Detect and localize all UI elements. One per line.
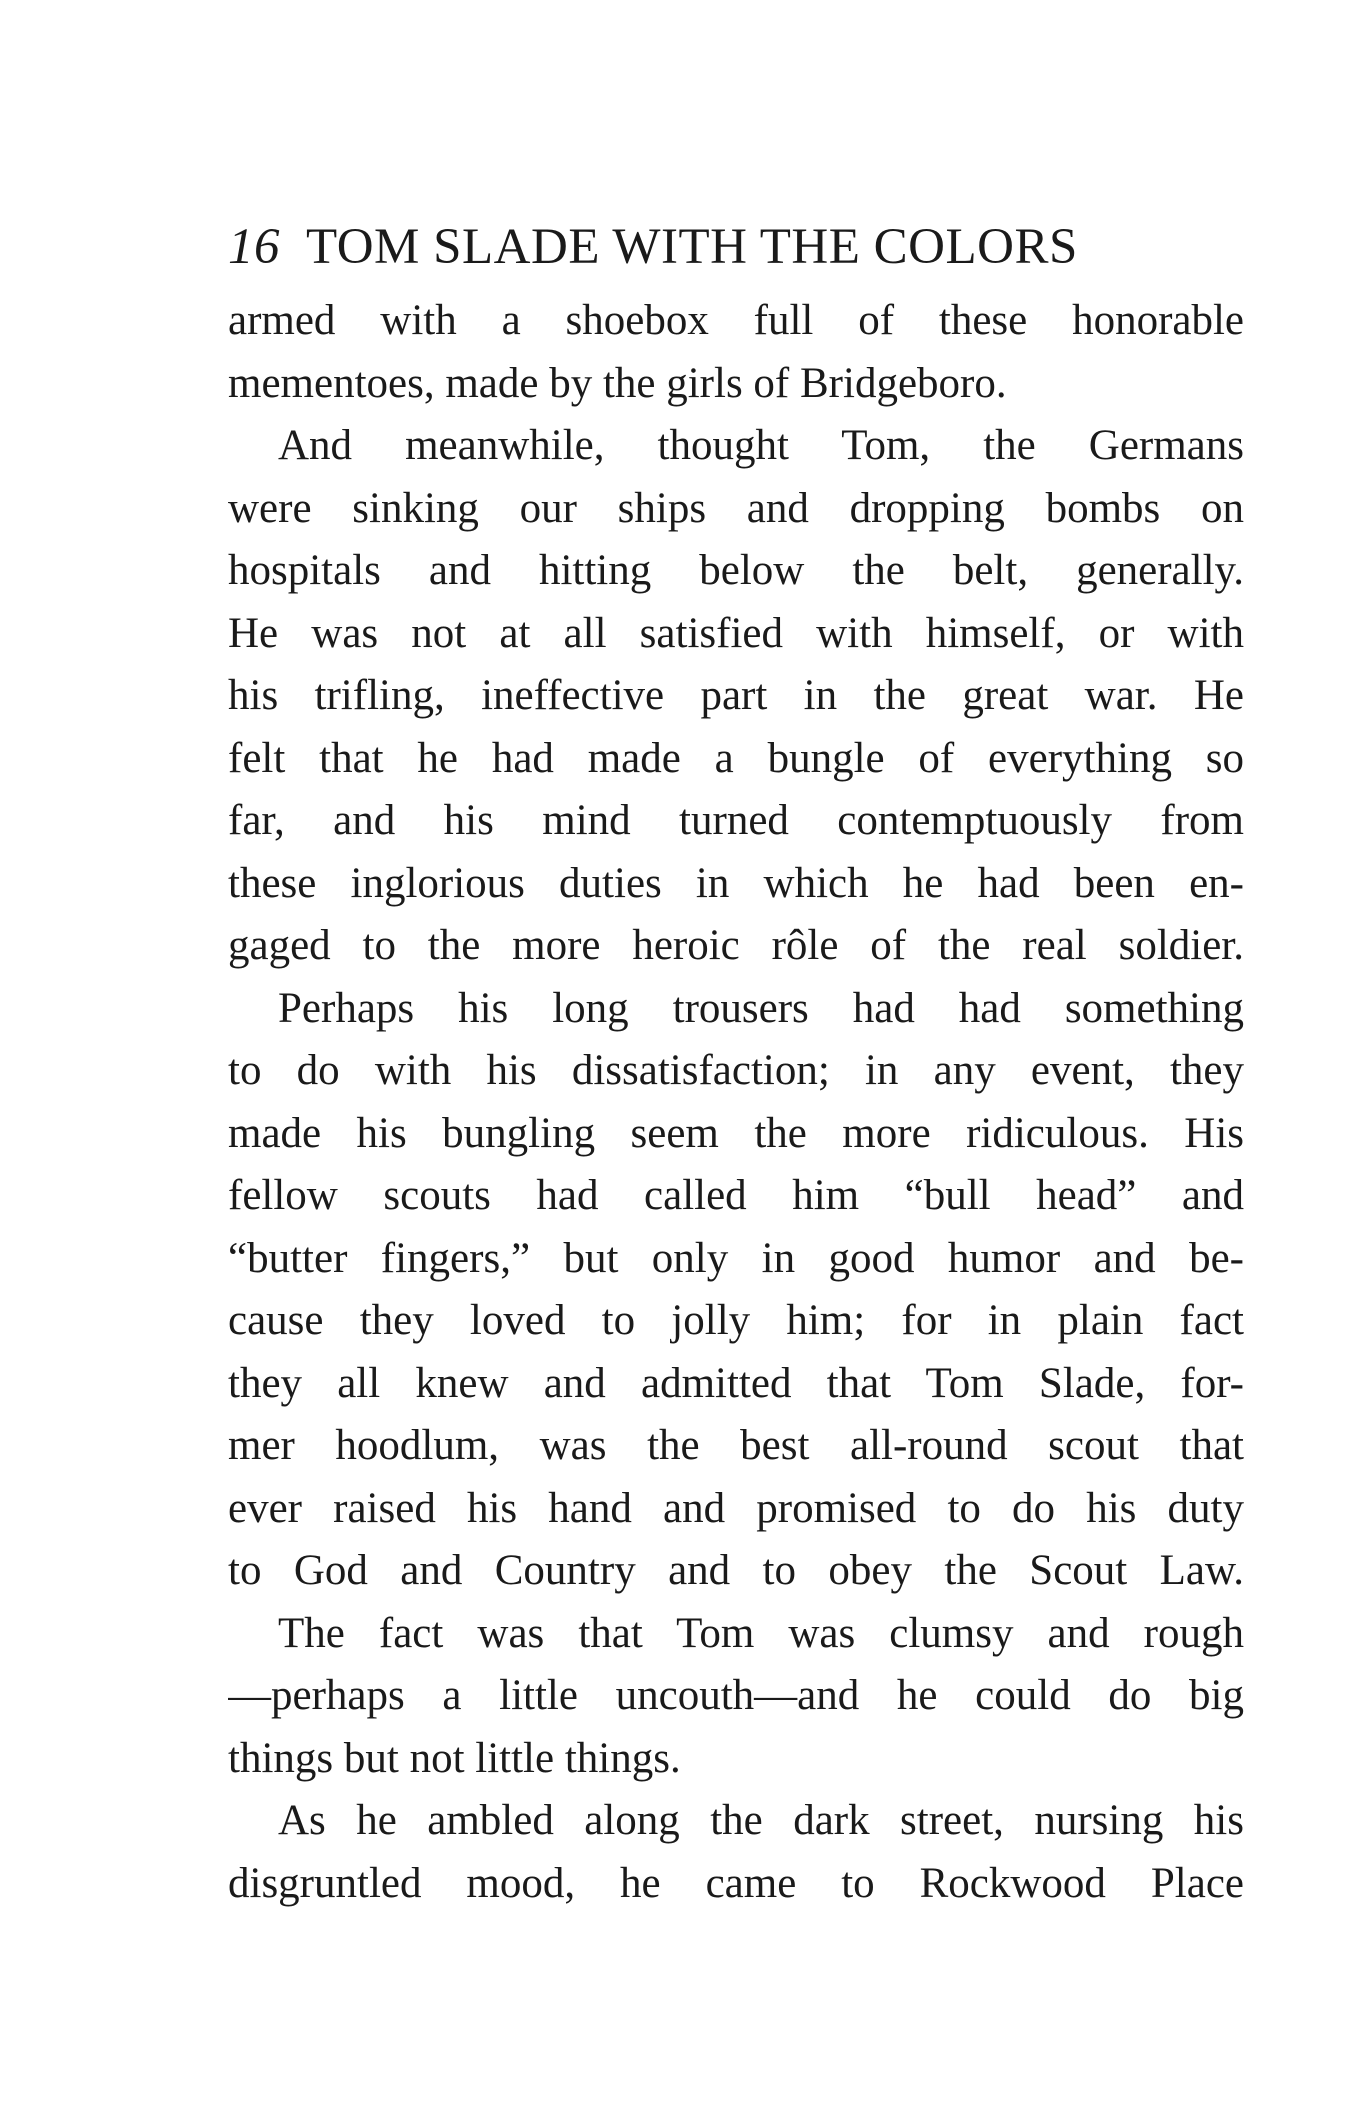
text-line: things but not little things. [228,1734,681,1782]
text-line: to God and Country and to obey the Scout Law. [228,1547,1244,1594]
text-line: mer hoodlum, was the best all-round scout that [228,1422,1244,1469]
text-line: As he ambled along the dark street, nursing his [278,1797,1244,1844]
text-line: Perhaps his long trousers had had something [278,984,1244,1032]
text-line: disgruntled mood, he came to Rockwood Place [228,1859,1244,1907]
text-line: felt that he had made a bungle of everything so [228,734,1244,782]
text-line: they all knew and admitted that Tom Slade, for- [228,1359,1244,1407]
text-line: The fact was that Tom was clumsy and rough [278,1609,1244,1657]
text-line: hospitals and hitting below the belt, generally. [228,547,1244,594]
running-title: TOM SLADE WITH THE COLORS [306,219,1078,275]
text-line: to do with his dissatisfaction; in any event, they [228,1047,1244,1094]
text-line: gaged to the more heroic rôle of the real soldier. [228,922,1244,969]
text-line: ever raised his hand and promised to do his duty [228,1484,1244,1532]
page-number: 16 [228,219,280,275]
text-line: “butter fingers,” but only in good humor and be- [228,1234,1244,1282]
text-line: his trifling, ineffective part in the great war. He [228,672,1244,719]
text-line: were sinking our ships and dropping bombs on [228,484,1244,532]
text-line: cause they loved to jolly him; for in plain fact [228,1297,1244,1344]
running-header [228,212,1248,282]
text-line: —perhaps a little uncouth—and he could do big [228,1672,1244,1719]
text-line: mementoes, made by the girls of Bridgeboro. [228,359,1007,407]
text-line: these inglorious duties in which he had been en- [228,859,1244,907]
text-line: armed with a shoebox full of these honorable [228,297,1244,344]
text-line: made his bungling seem the more ridiculous. His [228,1109,1244,1157]
body-text [228,290,1244,1915]
text-line: He was not at all satisfied with himself, or with [228,609,1244,657]
text-line: And meanwhile, thought Tom, the Germans [278,422,1244,469]
text-line: fellow scouts had called him “bull head” and [228,1172,1244,1219]
text-line: far, and his mind turned contemptuously from [228,797,1244,844]
